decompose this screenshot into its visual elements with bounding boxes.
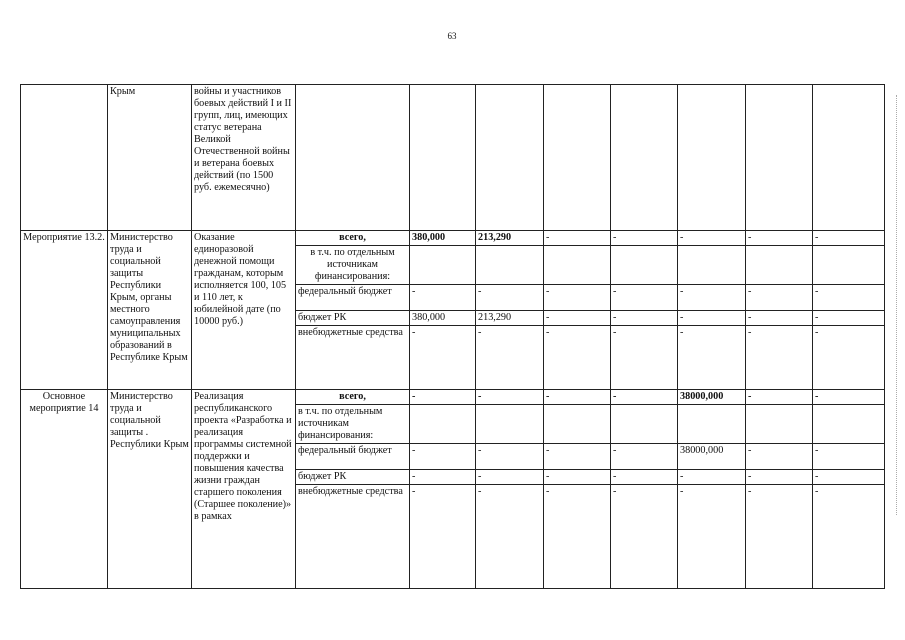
cell-value bbox=[611, 246, 678, 285]
table-row bbox=[21, 231, 885, 246]
cell-value: - bbox=[410, 390, 476, 405]
scan-edge-marks bbox=[894, 95, 897, 515]
cell-value: - bbox=[746, 390, 813, 405]
cell-value bbox=[746, 246, 813, 285]
cell-value: 380,000 bbox=[410, 231, 476, 246]
cell-value: - bbox=[611, 444, 678, 470]
cell-measure-name: Мероприятие 13.2. bbox=[21, 231, 108, 390]
cell-value: - bbox=[410, 444, 476, 470]
cell-value: - bbox=[410, 285, 476, 311]
cell-value: - bbox=[813, 485, 885, 589]
cell-value: 38000,000 bbox=[678, 390, 746, 405]
cell-value: - bbox=[410, 470, 476, 485]
table-row bbox=[21, 390, 885, 405]
cell-value: - bbox=[476, 285, 544, 311]
cell-value: - bbox=[746, 444, 813, 470]
cell-source: федеральный бюджет bbox=[296, 285, 410, 311]
cell-value bbox=[476, 405, 544, 444]
cell-value bbox=[544, 405, 611, 444]
cell-value: - bbox=[813, 311, 885, 326]
cell-value bbox=[410, 405, 476, 444]
cell-value bbox=[813, 405, 885, 444]
budget-table bbox=[20, 84, 885, 589]
cell-source: бюджет РК bbox=[296, 311, 410, 326]
cell-empty bbox=[296, 85, 410, 231]
cell-value: - bbox=[746, 485, 813, 589]
cell-source: в т.ч. по отдельным источникам финансирования: bbox=[296, 405, 410, 444]
cell-value: - bbox=[476, 470, 544, 485]
cell-source: всего, bbox=[296, 231, 410, 246]
cell-responsible: Крым bbox=[108, 85, 192, 231]
cell-value: - bbox=[611, 470, 678, 485]
cell-value: - bbox=[813, 285, 885, 311]
cell-value: - bbox=[544, 311, 611, 326]
cell-value: - bbox=[544, 285, 611, 311]
cell-value: - bbox=[813, 444, 885, 470]
cell-empty bbox=[410, 85, 476, 231]
cell-value bbox=[678, 405, 746, 444]
cell-value: - bbox=[476, 326, 544, 390]
cell-value: - bbox=[746, 470, 813, 485]
cell-empty bbox=[21, 85, 108, 231]
cell-value bbox=[544, 246, 611, 285]
cell-value: - bbox=[410, 326, 476, 390]
cell-value: - bbox=[544, 231, 611, 246]
cell-value bbox=[746, 405, 813, 444]
cell-source: федеральный бюджет bbox=[296, 444, 410, 470]
cell-value: - bbox=[678, 231, 746, 246]
cell-empty bbox=[611, 85, 678, 231]
cell-source: бюджет РК bbox=[296, 470, 410, 485]
cell-value: - bbox=[611, 485, 678, 589]
cell-value: - bbox=[611, 231, 678, 246]
cell-value: 213,290 bbox=[476, 231, 544, 246]
cell-source: внебюджетные средства bbox=[296, 485, 410, 589]
cell-description: войны и участников боевых действий I и II групп, лиц, имеющих статус ветерана Великой Отечественной войны и ветерана боевых действий (по 1500 руб. ежемесячно) bbox=[192, 85, 296, 231]
cell-value: - bbox=[544, 444, 611, 470]
cell-source: всего, bbox=[296, 390, 410, 405]
cell-value: 380,000 bbox=[410, 311, 476, 326]
page-number: 63 bbox=[447, 31, 457, 41]
cell-value: 38000,000 bbox=[678, 444, 746, 470]
cell-source: в т.ч. по отдельным источникам финансирования: bbox=[296, 246, 410, 285]
cell-value: - bbox=[813, 326, 885, 390]
cell-value bbox=[410, 246, 476, 285]
cell-value: 213,290 bbox=[476, 311, 544, 326]
cell-value: - bbox=[544, 326, 611, 390]
cell-value bbox=[813, 246, 885, 285]
cell-value: - bbox=[813, 470, 885, 485]
cell-value: - bbox=[746, 231, 813, 246]
cell-empty bbox=[678, 85, 746, 231]
cell-description: Реализация республиканского проекта «Разработка и реализация программы системной поддержки и повышения качества жизни граждан старшего поколения (Старшее поколение)» в рамках bbox=[192, 390, 296, 589]
cell-value: - bbox=[746, 326, 813, 390]
cell-value: - bbox=[544, 485, 611, 589]
cell-value bbox=[611, 405, 678, 444]
cell-value: - bbox=[813, 231, 885, 246]
cell-value: - bbox=[678, 485, 746, 589]
cell-description: Оказание единоразовой денежной помощи гражданам, которым исполняется 100, 105 и 110 лет, к юбилейной дате (по 10000 руб.) bbox=[192, 231, 296, 390]
cell-value: - bbox=[476, 390, 544, 405]
cell-source: внебюджетные средства bbox=[296, 326, 410, 390]
cell-value: - bbox=[611, 390, 678, 405]
cell-value: - bbox=[678, 311, 746, 326]
cell-responsible: Министерство труда и социальной защиты . Республики Крым bbox=[108, 390, 192, 589]
cell-value: - bbox=[611, 326, 678, 390]
cell-value: - bbox=[410, 485, 476, 589]
cell-empty bbox=[544, 85, 611, 231]
cell-measure-name: Основное мероприятие 14 bbox=[21, 390, 108, 589]
cell-value: - bbox=[544, 470, 611, 485]
cell-value: - bbox=[544, 390, 611, 405]
cell-value bbox=[678, 246, 746, 285]
cell-value: - bbox=[611, 285, 678, 311]
cell-value: - bbox=[476, 485, 544, 589]
cell-value: - bbox=[746, 311, 813, 326]
cell-empty bbox=[476, 85, 544, 231]
cell-value bbox=[476, 246, 544, 285]
cell-empty bbox=[813, 85, 885, 231]
cell-responsible: Министерство труда и социальной защиты Республики Крым, органы местного самоуправления муниципальных образований в Республике Крым bbox=[108, 231, 192, 390]
cell-value: - bbox=[746, 285, 813, 311]
cell-value: - bbox=[611, 311, 678, 326]
cell-value: - bbox=[678, 285, 746, 311]
cell-value: - bbox=[476, 444, 544, 470]
cell-value: - bbox=[678, 470, 746, 485]
table-row-continued bbox=[21, 85, 885, 231]
cell-value: - bbox=[678, 326, 746, 390]
cell-empty bbox=[746, 85, 813, 231]
cell-value: - bbox=[813, 390, 885, 405]
